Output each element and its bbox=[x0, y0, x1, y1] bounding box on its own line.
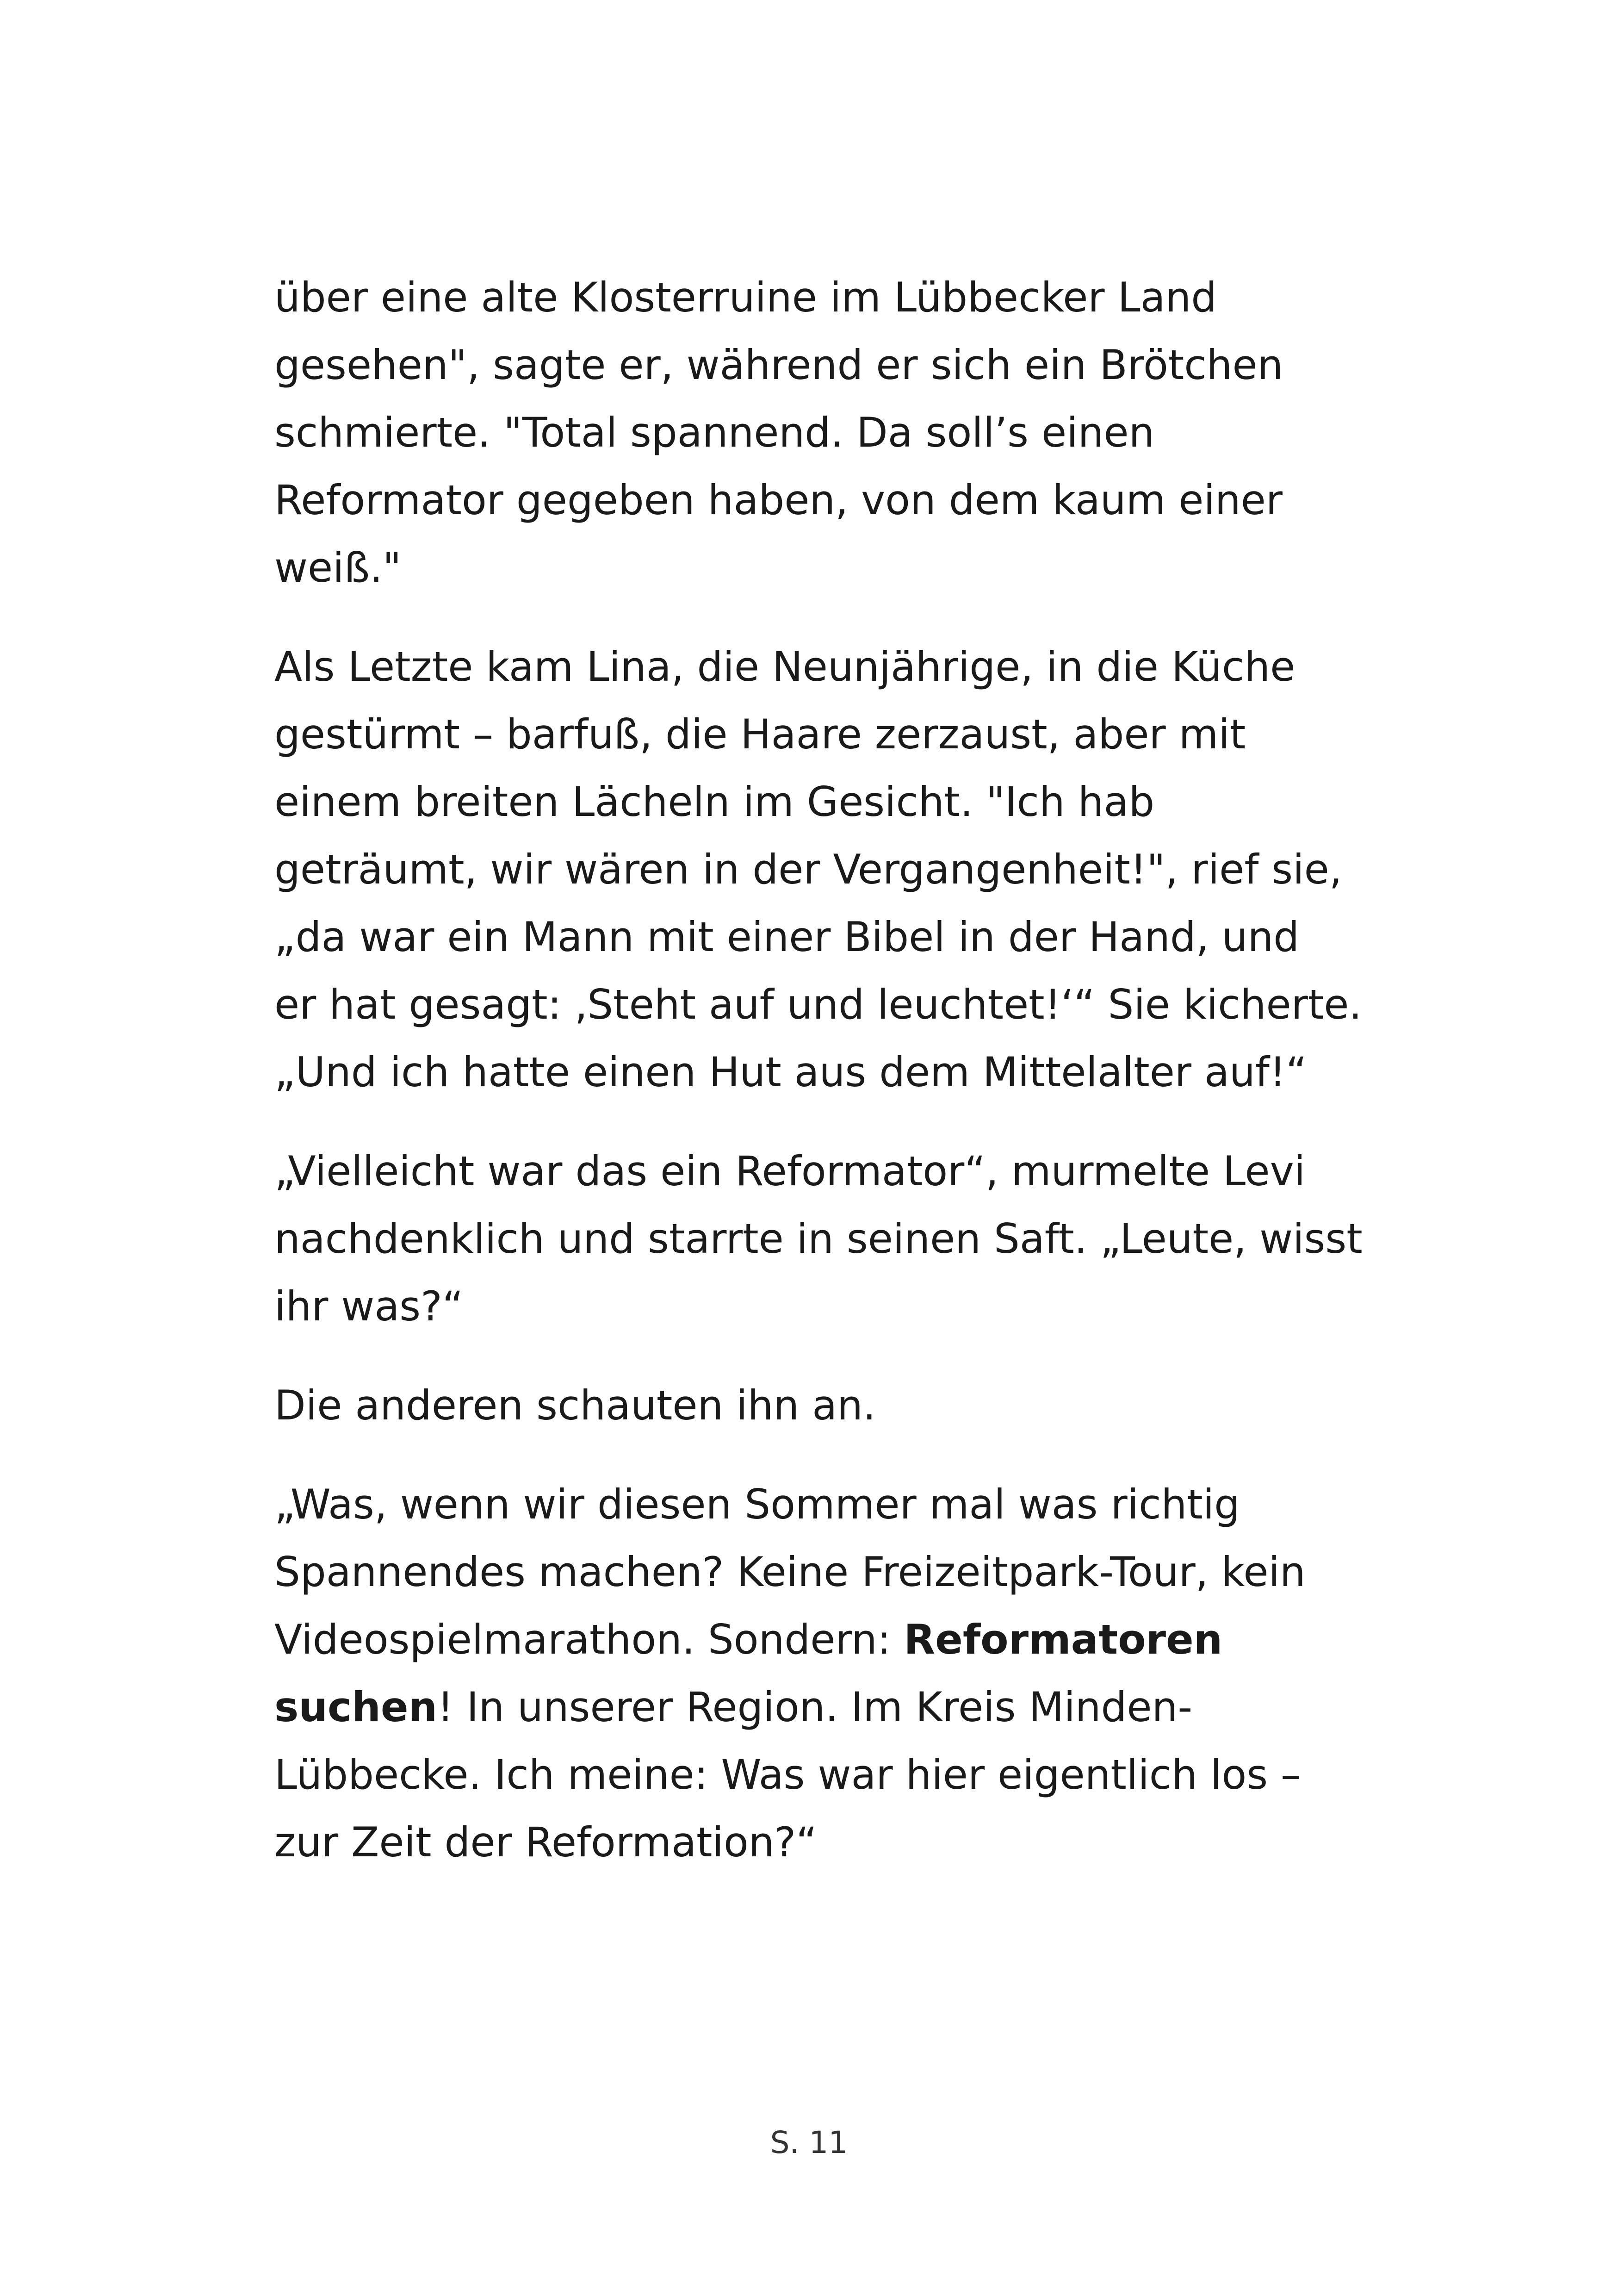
text-line bbox=[274, 1674, 1362, 1741]
text-line: weiß." bbox=[274, 544, 402, 591]
paragraph-4 bbox=[274, 1372, 1362, 1439]
page-number: S. 11 bbox=[770, 2125, 848, 2160]
text-line: geträumt, wir wären in der Vergangenheit!", rief sie, bbox=[274, 846, 1342, 893]
text-line: über eine alte Klosterruine im Lübbecker Land bbox=[274, 274, 1217, 321]
text-line: Die anderen schauten ihn an. bbox=[274, 1381, 876, 1429]
text-line: schmierte. "Total spannend. Da soll’s einen bbox=[274, 409, 1155, 456]
text-line: „Und ich hatte einen Hut aus dem Mittelalter auf!“ bbox=[274, 1048, 1307, 1096]
paragraph-3 bbox=[274, 1138, 1362, 1340]
paragraph-1 bbox=[274, 264, 1362, 602]
text-line: er hat gesagt: ‚Steht auf und leuchtet!‘“ Sie kicherte. bbox=[274, 981, 1362, 1028]
text-line: gesehen", sagte er, während er sich ein Brötchen bbox=[274, 341, 1283, 389]
text-line bbox=[274, 1606, 1362, 1674]
text-line: Als Letzte kam Lina, die Neunjährige, in die Küche bbox=[274, 643, 1296, 691]
text-line: Reformator gegeben haben, von dem kaum einer bbox=[274, 476, 1283, 524]
text-line: „Vielleicht war das ein Reformator“, murmelte Levi bbox=[274, 1147, 1306, 1195]
text-line: nachdenklich und starrte in seinen Saft. „Leute, wisst bbox=[274, 1215, 1363, 1263]
text-line: ihr was?“ bbox=[274, 1282, 464, 1330]
bold-text-run: suchen bbox=[274, 1683, 438, 1731]
text-line: „da war ein Mann mit einer Bibel in der Hand, und bbox=[274, 913, 1300, 961]
text-line: gestürmt – barfuß, die Haare zerzaust, aber mit bbox=[274, 710, 1246, 758]
text-line: Spannendes machen? Keine Freizeitpark-Tour, kein bbox=[274, 1548, 1306, 1596]
text-run: ! In unserer Region. Im Kreis Minden- bbox=[437, 1683, 1193, 1731]
text-line: einem breiten Lächeln im Gesicht. "Ich hab bbox=[274, 778, 1155, 826]
text-line: zur Zeit der Reformation?“ bbox=[274, 1818, 817, 1866]
text-run: Videospielmarathon. Sondern: bbox=[274, 1616, 904, 1663]
paragraph-5 bbox=[274, 1471, 1362, 1876]
text-line: „Was, wenn wir diesen Sommer mal was richtig bbox=[274, 1481, 1240, 1528]
paragraph-2 bbox=[274, 633, 1362, 1106]
text-line: Lübbecke. Ich meine: Was war hier eigentlich los – bbox=[274, 1751, 1302, 1798]
bold-text-run: Reformatoren bbox=[904, 1616, 1223, 1663]
body-text bbox=[274, 264, 1362, 1908]
